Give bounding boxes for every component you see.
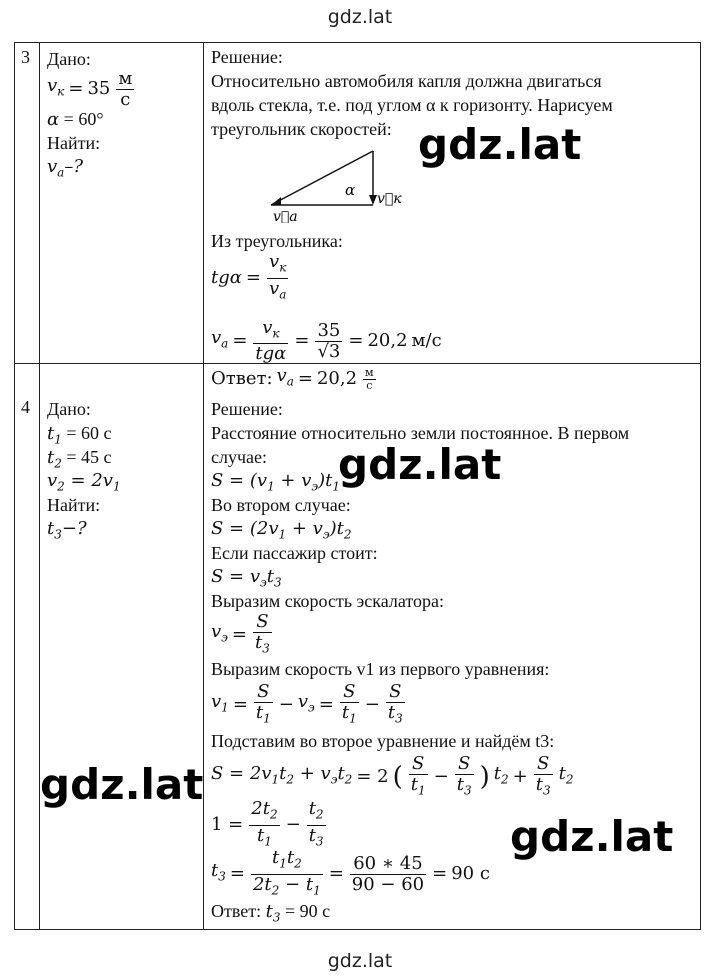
svg-text:α: α xyxy=(345,181,356,199)
svg-text:v⃗к: v⃗к xyxy=(377,191,402,207)
solution-text: случае: xyxy=(211,447,268,467)
problem-3-number: 3 xyxy=(21,47,30,67)
find-va: $v_a-$? xyxy=(47,156,83,180)
given-vk: $v_к$ = 35 $\frac{м}{с}$ xyxy=(47,67,133,110)
watermark: gdz.lat xyxy=(510,812,674,861)
given-v2: $v_2 = 2v_1$ xyxy=(47,470,121,494)
formula-s1: $S = (v_1 + v_э)t_1$ xyxy=(211,470,341,494)
formula-t3: $t_3$ = $\frac{t_1t_2}{2t_2 - t_1}$ = $\frac{60 ∗ 45}{90 - 60}$ = 90 с xyxy=(211,846,490,898)
problem-3-solution xyxy=(211,45,695,391)
solution-text: вдоль стекла, т.е. под углом α к горизонту. Нарисуем xyxy=(211,95,613,115)
solution-text: Выразим скорость эскалатора: xyxy=(211,591,445,611)
watermark: gdz.lat xyxy=(40,760,204,809)
find-label: Найти: xyxy=(47,495,101,515)
solution-text: Подставим во второе уравнение и найдём t3: xyxy=(211,731,555,751)
solution-text: Выразим скорость v1 из первого уравнения: xyxy=(211,659,550,679)
given-alpha: α = 60° xyxy=(47,109,104,130)
formula-one: 1 = $\frac{2t_2}{t_1}$ − $\frac{t_2}{t_3}$ xyxy=(211,797,324,849)
solution-text: Если пассажир стоит: xyxy=(211,543,378,563)
solution-text: Во втором случае: xyxy=(211,495,351,515)
given-label: Дано: xyxy=(47,399,91,419)
velocity-triangle-diagram xyxy=(251,141,411,223)
solution-text: Расстояние относительно земли постоянное. В первом xyxy=(211,423,630,443)
site-header: gdz.lat xyxy=(327,6,393,28)
formula-substituted: $S = 2v_1t_2 + v_эt_2$ = 2 ( $\frac{S}{t_1}$ − $\frac{S}{t_3}$ ) $t_2$ + $\frac{S}{t_3}$ $t_2$ xyxy=(211,752,574,798)
given-label: Дано: xyxy=(47,49,91,69)
watermark: gdz.lat xyxy=(338,440,502,489)
site-footer: gdz.lat xyxy=(327,950,393,972)
solution-label: Решение: xyxy=(211,399,283,419)
solution-text: Из треугольника: xyxy=(211,231,343,251)
formula-ve: $v_э$ = $\frac{S}{t_3}$ xyxy=(211,610,270,656)
answer-4: Ответ: $t_3 = 90$ с xyxy=(211,901,331,925)
watermark: gdz.lat xyxy=(418,120,582,169)
formula-s2: $S = (2v_1 + v_э)t_2$ xyxy=(211,518,352,542)
answer-3: Ответ: $v_a$ = 20,2 $\frac{м}{с}$ xyxy=(211,365,374,392)
problem-4-given xyxy=(47,397,121,541)
given-t1: $t_1 = 60$ с xyxy=(47,423,112,447)
find-t3: $t_3-$? xyxy=(47,518,87,542)
solution-text: треугольник скоростей: xyxy=(211,119,392,139)
formula-s3: $S = v_эt_3$ xyxy=(211,566,282,590)
formula-v1: $v_1$ = $\frac{S}{t_1}$ − $v_э$ = $\frac{S}{t_1}$ − $\frac{S}{t_3}$ xyxy=(211,680,403,726)
given-t2: $t_2 = 45$ с xyxy=(47,447,112,471)
find-label: Найти: xyxy=(47,133,101,153)
solution-label: Решение: xyxy=(211,47,283,67)
svg-text:v⃗a: v⃗a xyxy=(273,209,298,223)
formula-tg: tgα = $\frac{v_к}{v_a}$ xyxy=(211,250,287,302)
solution-text: Относительно автомобиля капля должна двигаться xyxy=(211,71,602,91)
formula-va: $v_a$ = $\frac{v_к}{\text{tgα}}$ = $\frac{35}{√3}$ = 20,2 м/с xyxy=(211,316,442,365)
problem-4-number: 4 xyxy=(21,397,30,417)
problem-3-given xyxy=(47,47,136,179)
